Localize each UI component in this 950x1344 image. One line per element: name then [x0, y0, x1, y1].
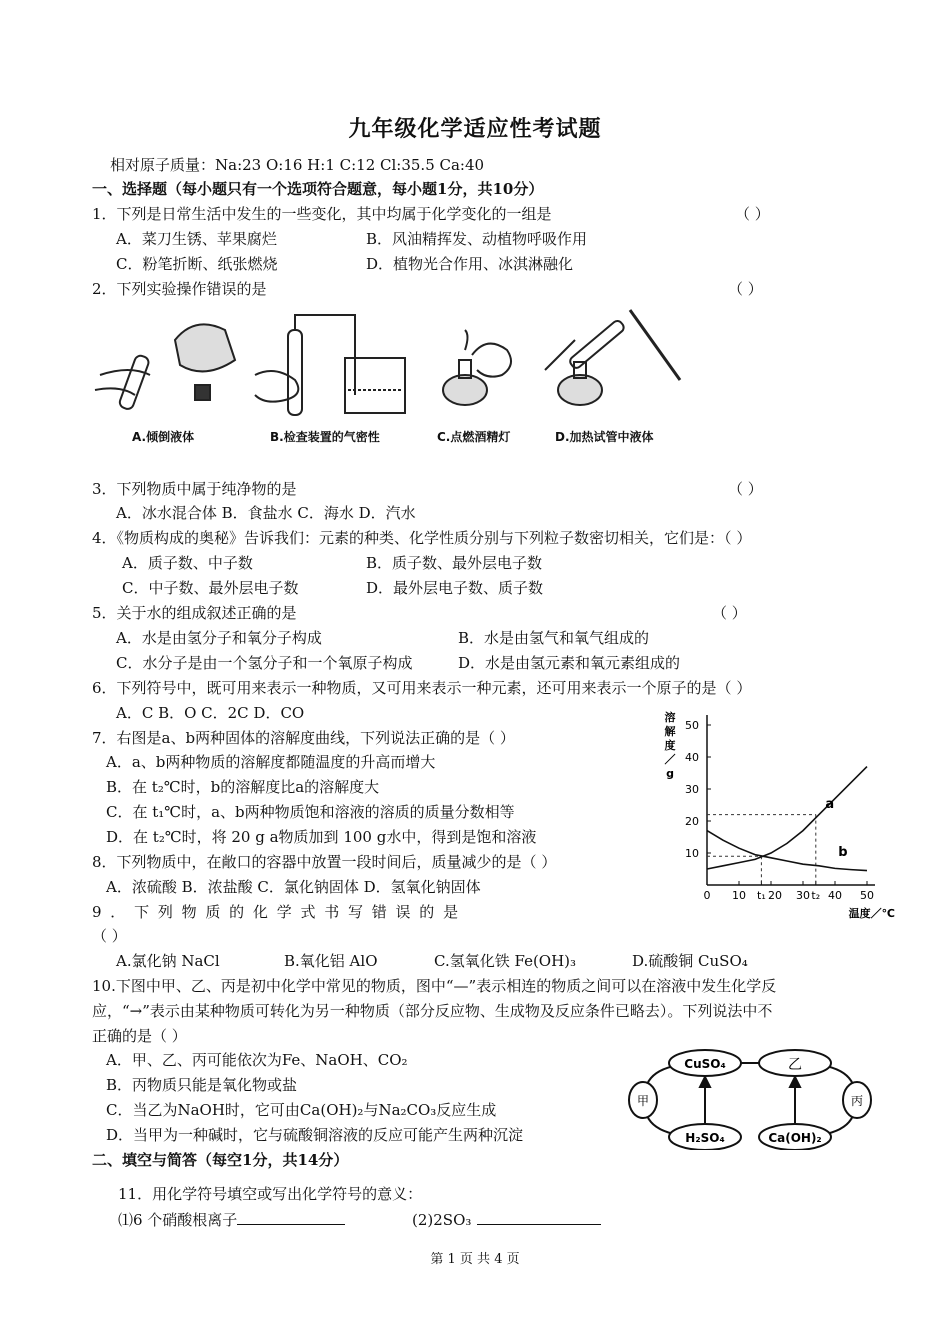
- q8-options: A．浓硫酸 B．浓盐酸 C．氯化钠固体 D．氢氧化钠固体: [106, 878, 481, 896]
- q7-option-c: C．在 t₁℃时，a、b两种物质饱和溶液的溶质的质量分数相等: [106, 803, 515, 821]
- q4-option-c: C．中子数、最外层电子数: [122, 579, 299, 597]
- q5-option-c: C．水分子是由一个氢分子和一个氧原子构成: [116, 654, 413, 672]
- x-axis-label: 温度／℃: [848, 907, 895, 920]
- q10-stem-line1: 10.下图中甲、乙、丙是初中化学中常见的物质，图中“—”表示相连的物质之间可以在溶液中发生化学反: [92, 977, 777, 995]
- y-axis-label: 溶: [664, 711, 676, 724]
- q10-option-c: C．当乙为NaOH时，它可由Ca(OH)₂与Na₂CO₃反应生成: [106, 1101, 497, 1119]
- q1-stem: 1．下列是日常生活中发生的一些变化，其中均属于化学变化的一组是: [92, 205, 552, 223]
- node-h2so4: H₂SO₄: [685, 1131, 725, 1145]
- figure-c-label: C.点燃酒精灯: [437, 430, 511, 444]
- page-footer: 第 1 页 共 4 页: [430, 1252, 520, 1267]
- q9-option-d: D.硫酸铜 CuSO₄: [632, 952, 748, 970]
- q6-options: A．C B．O C．2C D．CO: [116, 704, 305, 722]
- q5-option-a: A．水是由氢分子和氧分子构成: [116, 629, 322, 647]
- node-jia: 甲: [636, 1094, 650, 1108]
- q3-options: A．冰水混合体 B．食盐水 C．海水 D．汽水: [116, 504, 416, 522]
- series-a-label: a: [825, 797, 835, 813]
- q11-stem: 11．用化学符号填空或写出化学符号的意义：: [118, 1185, 423, 1203]
- q1-option-a: A．菜刀生锈、苹果腐烂: [116, 230, 277, 248]
- x-tick-label: 20: [768, 889, 782, 902]
- q4-stem: 4．《物质构成的奥秘》告诉我们：元素的种类、化学性质分别与下列粒子数密切相关，它们是：（ ）: [92, 529, 752, 547]
- y-axis-label: ／: [664, 753, 676, 766]
- q9-option-b: B.氧化铝 AlO: [284, 952, 378, 970]
- page-title: 九年级化学适应性考试题: [348, 116, 602, 142]
- q5-answer-paren: （ ）: [712, 604, 747, 622]
- q1-option-b: B．风油精挥发、动植物呼吸作用: [366, 230, 588, 248]
- q9-stem: 9 ． 下 列 物 质 的 化 学 式 书 写 错 误 的 是: [92, 903, 461, 921]
- q1-option-c: C．粉笔折断、纸张燃烧: [116, 255, 278, 273]
- q11-part2-blank[interactable]: [477, 1208, 601, 1225]
- q11-part1-blank[interactable]: [237, 1208, 345, 1225]
- q3-answer-paren: （ ）: [728, 480, 763, 498]
- figure-d-heating: [545, 310, 680, 405]
- figure-a-label: A.倾倒液体: [132, 430, 195, 444]
- node-yi: 乙: [788, 1057, 802, 1073]
- q1-option-d: D．植物光合作用、冰淇淋融化: [366, 255, 574, 273]
- q9-option-c: C.氢氧化铁 Fe(OH)₃: [434, 952, 577, 970]
- q3-stem: 3．下列物质中属于纯净物的是: [92, 480, 297, 498]
- q11-part1-label: ⑴6 个硝酸根离子: [118, 1211, 238, 1229]
- q8-stem: 8．下列物质中，在敞口的容器中放置一段时间后，质量减少的是（ ）: [92, 853, 557, 871]
- q9-option-a: A.氯化钠 NaCl: [116, 952, 220, 970]
- y-tick-label: 30: [685, 783, 699, 796]
- q10-reaction-diagram: [625, 1045, 875, 1150]
- q11-part2-label: (2)2SO₃: [412, 1211, 472, 1229]
- x-tick-label: 30: [796, 889, 810, 902]
- x-tick-label: 40: [828, 889, 842, 902]
- x-tick-label: t₁: [757, 889, 766, 902]
- y-tick-label: 20: [685, 815, 699, 828]
- q10-stem-line2: 应，“→”表示由某种物质可转化为另一种物质（部分反应物、生成物及反应条件已略去）。下列说法中不: [92, 1002, 773, 1020]
- q7-stem: 7．右图是a、b两种固体的溶解度曲线，下列说法正确的是（ ）: [92, 729, 515, 747]
- atomic-mass-line: 相对原子质量：Na:23 O:16 H:1 C:12 Cl:35.5 Ca:40: [110, 156, 485, 174]
- y-axis-label: g: [666, 767, 674, 780]
- node-bing: 丙: [850, 1094, 864, 1108]
- y-axis-label: 解: [664, 725, 676, 738]
- figure-c-lighting-lamp: [443, 330, 511, 405]
- y-axis-label: 度: [664, 739, 676, 752]
- q4-option-a: A．质子数、中子数: [122, 554, 253, 572]
- x-tick-label: 10: [732, 889, 746, 902]
- section-2-heading: 二、填空与简答（每空1分，共14分）: [92, 1151, 349, 1169]
- q4-option-b: B．质子数、最外层电子数: [366, 554, 543, 572]
- figure-d-label: D.加热试管中液体: [555, 430, 654, 444]
- q10-option-a: A．甲、乙、丙可能依次为Fe、NaOH、CO₂: [106, 1051, 408, 1069]
- x-tick-label: 0: [703, 889, 711, 902]
- figure-a-pouring: [95, 324, 235, 410]
- solubility-chart: [655, 705, 895, 920]
- q2-stem: 2．下列实验操作错误的是: [92, 280, 267, 298]
- q9-answer-paren: （ ）: [92, 927, 127, 945]
- q7-option-a: A．a、b两种物质的溶解度都随温度的升高而增大: [106, 753, 436, 771]
- figure-b-airtight: [255, 315, 405, 415]
- q5-option-b: B．水是由氢气和氧气组成的: [458, 629, 650, 647]
- q4-option-d: D．最外层电子数、质子数: [366, 579, 544, 597]
- section-1-heading: 一、选择题（每小题只有一个选项符合题意，每小题1分，共10分）: [92, 180, 544, 198]
- node-caoh2: Ca(OH)₂: [768, 1131, 822, 1145]
- q5-stem: 5．关于水的组成叙述正确的是: [92, 604, 297, 622]
- y-tick-label: 50: [685, 719, 699, 732]
- q10-stem-line3: 正确的是（ ）: [92, 1027, 187, 1045]
- q2-answer-paren: （ ）: [728, 280, 763, 298]
- q7-option-b: B．在 t₂℃时，b的溶解度比a的溶解度大: [106, 778, 380, 796]
- q10-option-b: B．丙物质只能是氧化物或盐: [106, 1076, 298, 1094]
- q6-stem: 6．下列符号中，既可用来表示一种物质，又可用来表示一种元素，还可用来表示一个原子的是（ ）: [92, 679, 752, 697]
- series-b-label: b: [838, 845, 848, 861]
- q10-option-d: D．当甲为一种碱时，它与硫酸铜溶液的反应可能产生两种沉淀: [106, 1126, 524, 1144]
- q11-part2: [412, 1208, 601, 1229]
- y-tick-label: 40: [685, 751, 699, 764]
- x-tick-label: 50: [860, 889, 874, 902]
- x-tick-label: t₂: [811, 889, 821, 902]
- q11-part1: [118, 1208, 345, 1230]
- y-tick-label: 10: [685, 847, 699, 860]
- q5-option-d: D．水是由氢元素和氧元素组成的: [458, 654, 681, 672]
- figure-b-label: B.检查装置的气密性: [270, 430, 380, 444]
- q1-answer-paren: （ ）: [735, 205, 770, 223]
- node-cuso4: CuSO₄: [684, 1057, 726, 1071]
- chart-marks: [707, 767, 867, 885]
- q7-option-d: D．在 t₂℃时，将 20 g a物质加到 100 g水中，得到是饱和溶液: [106, 828, 537, 846]
